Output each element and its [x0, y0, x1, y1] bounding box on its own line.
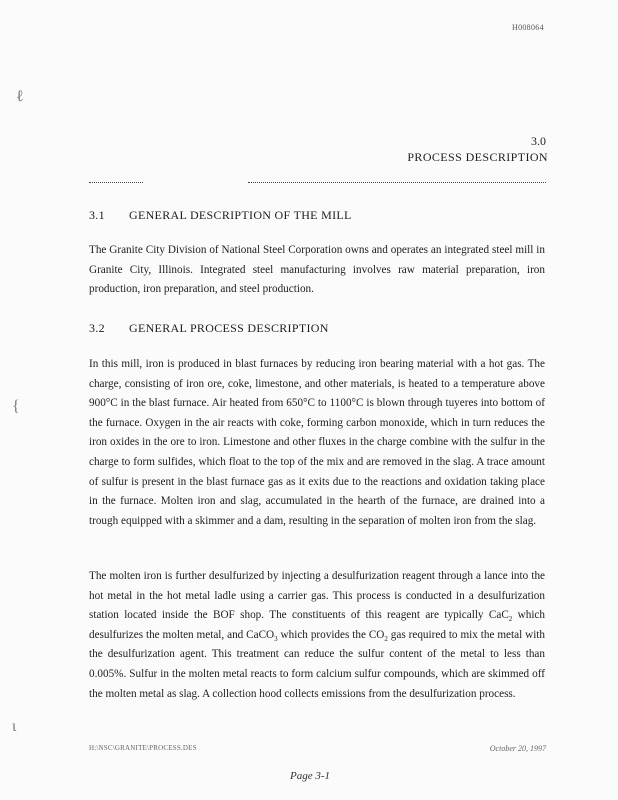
margin-mark: { [12, 398, 20, 415]
subsection-heading [89, 321, 329, 336]
document-id: H008064 [512, 23, 544, 32]
divider-rule [248, 182, 546, 183]
paragraph-mill: The Granite City Division of National Steel Corporation owns and operates an integrated steel mill in Granite City, Illinois. Integrated steel manufacturing involves raw material preparation, iron production, iron preparation, and steel production. [89, 244, 545, 296]
subsection-heading [89, 208, 352, 223]
paragraph-process-1: In this mill, iron is produced in blast furnaces by reducing iron bearing material with a hot gas. The charge, consisting of iron ore, coke, limestone, and other materials, is heated to a temperature above 900°C in the blast furnace. Air heated from 650°C to 1100°C is blown through tuyeres into bottom of the furnace. Oxygen in the air reacts with coke, forming carbon monoxide, which in turn reduces the iron oxides in the ore to iron. Limestone and other fluxes in the charge combine with the sulfur in the charge to form sulfides, which float to the top of the mix and are removed in the slag. A trace amount of sulfur is present in the blast furnace gas as it exits due to the reactions and oxidation taking place in the furnace. Molten iron and slag, accumulated in the hearth of the furnace, are drained into a trough equipped with a skimmer and a dam, resulting in the separation of molten iron from the slag. [89, 358, 545, 527]
divider-rule [89, 182, 143, 183]
margin-mark: ι [12, 718, 17, 735]
subsection-number: 3.1 [89, 208, 105, 222]
section-number: 3.0 [531, 134, 546, 148]
margin-mark: ℓ [16, 88, 24, 105]
subsection-title: GENERAL PROCESS DESCRIPTION [129, 321, 329, 335]
subsection-title: GENERAL DESCRIPTION OF THE MILL [129, 208, 352, 222]
section-title: PROCESS DESCRIPTION [407, 150, 548, 164]
paragraph-process-2: The molten iron is further desulfurized by injecting a desulfurization reagent through a lance into the hot metal in the hot metal ladle using a carrier gas. This process is conducted in a desulfurization station located inside the BOF shop. The constituents of this reagent are typically CaC$_2$ which desulfurizes the molten metal, and CaCO$_3$ which provides the $CO_2$ gas required to mix the metal with the desulfurization agent. This treatment can reduce the sulfur content of the metal to less than 0.005%. Sulfur in the molten metal reacts to form calcium sulfur compounds, which are skimmed off the molten metal as slag. A collection hood collects emissions from the desulfurization process. [89, 570, 545, 700]
footer-date: October 20, 1997 [489, 744, 546, 753]
footer-file-path: H:\NSC\GRANITE\PROCESS.DES [89, 744, 197, 752]
page-number: Page 3-1 [289, 770, 330, 782]
subsection-number: 3.2 [89, 321, 105, 335]
